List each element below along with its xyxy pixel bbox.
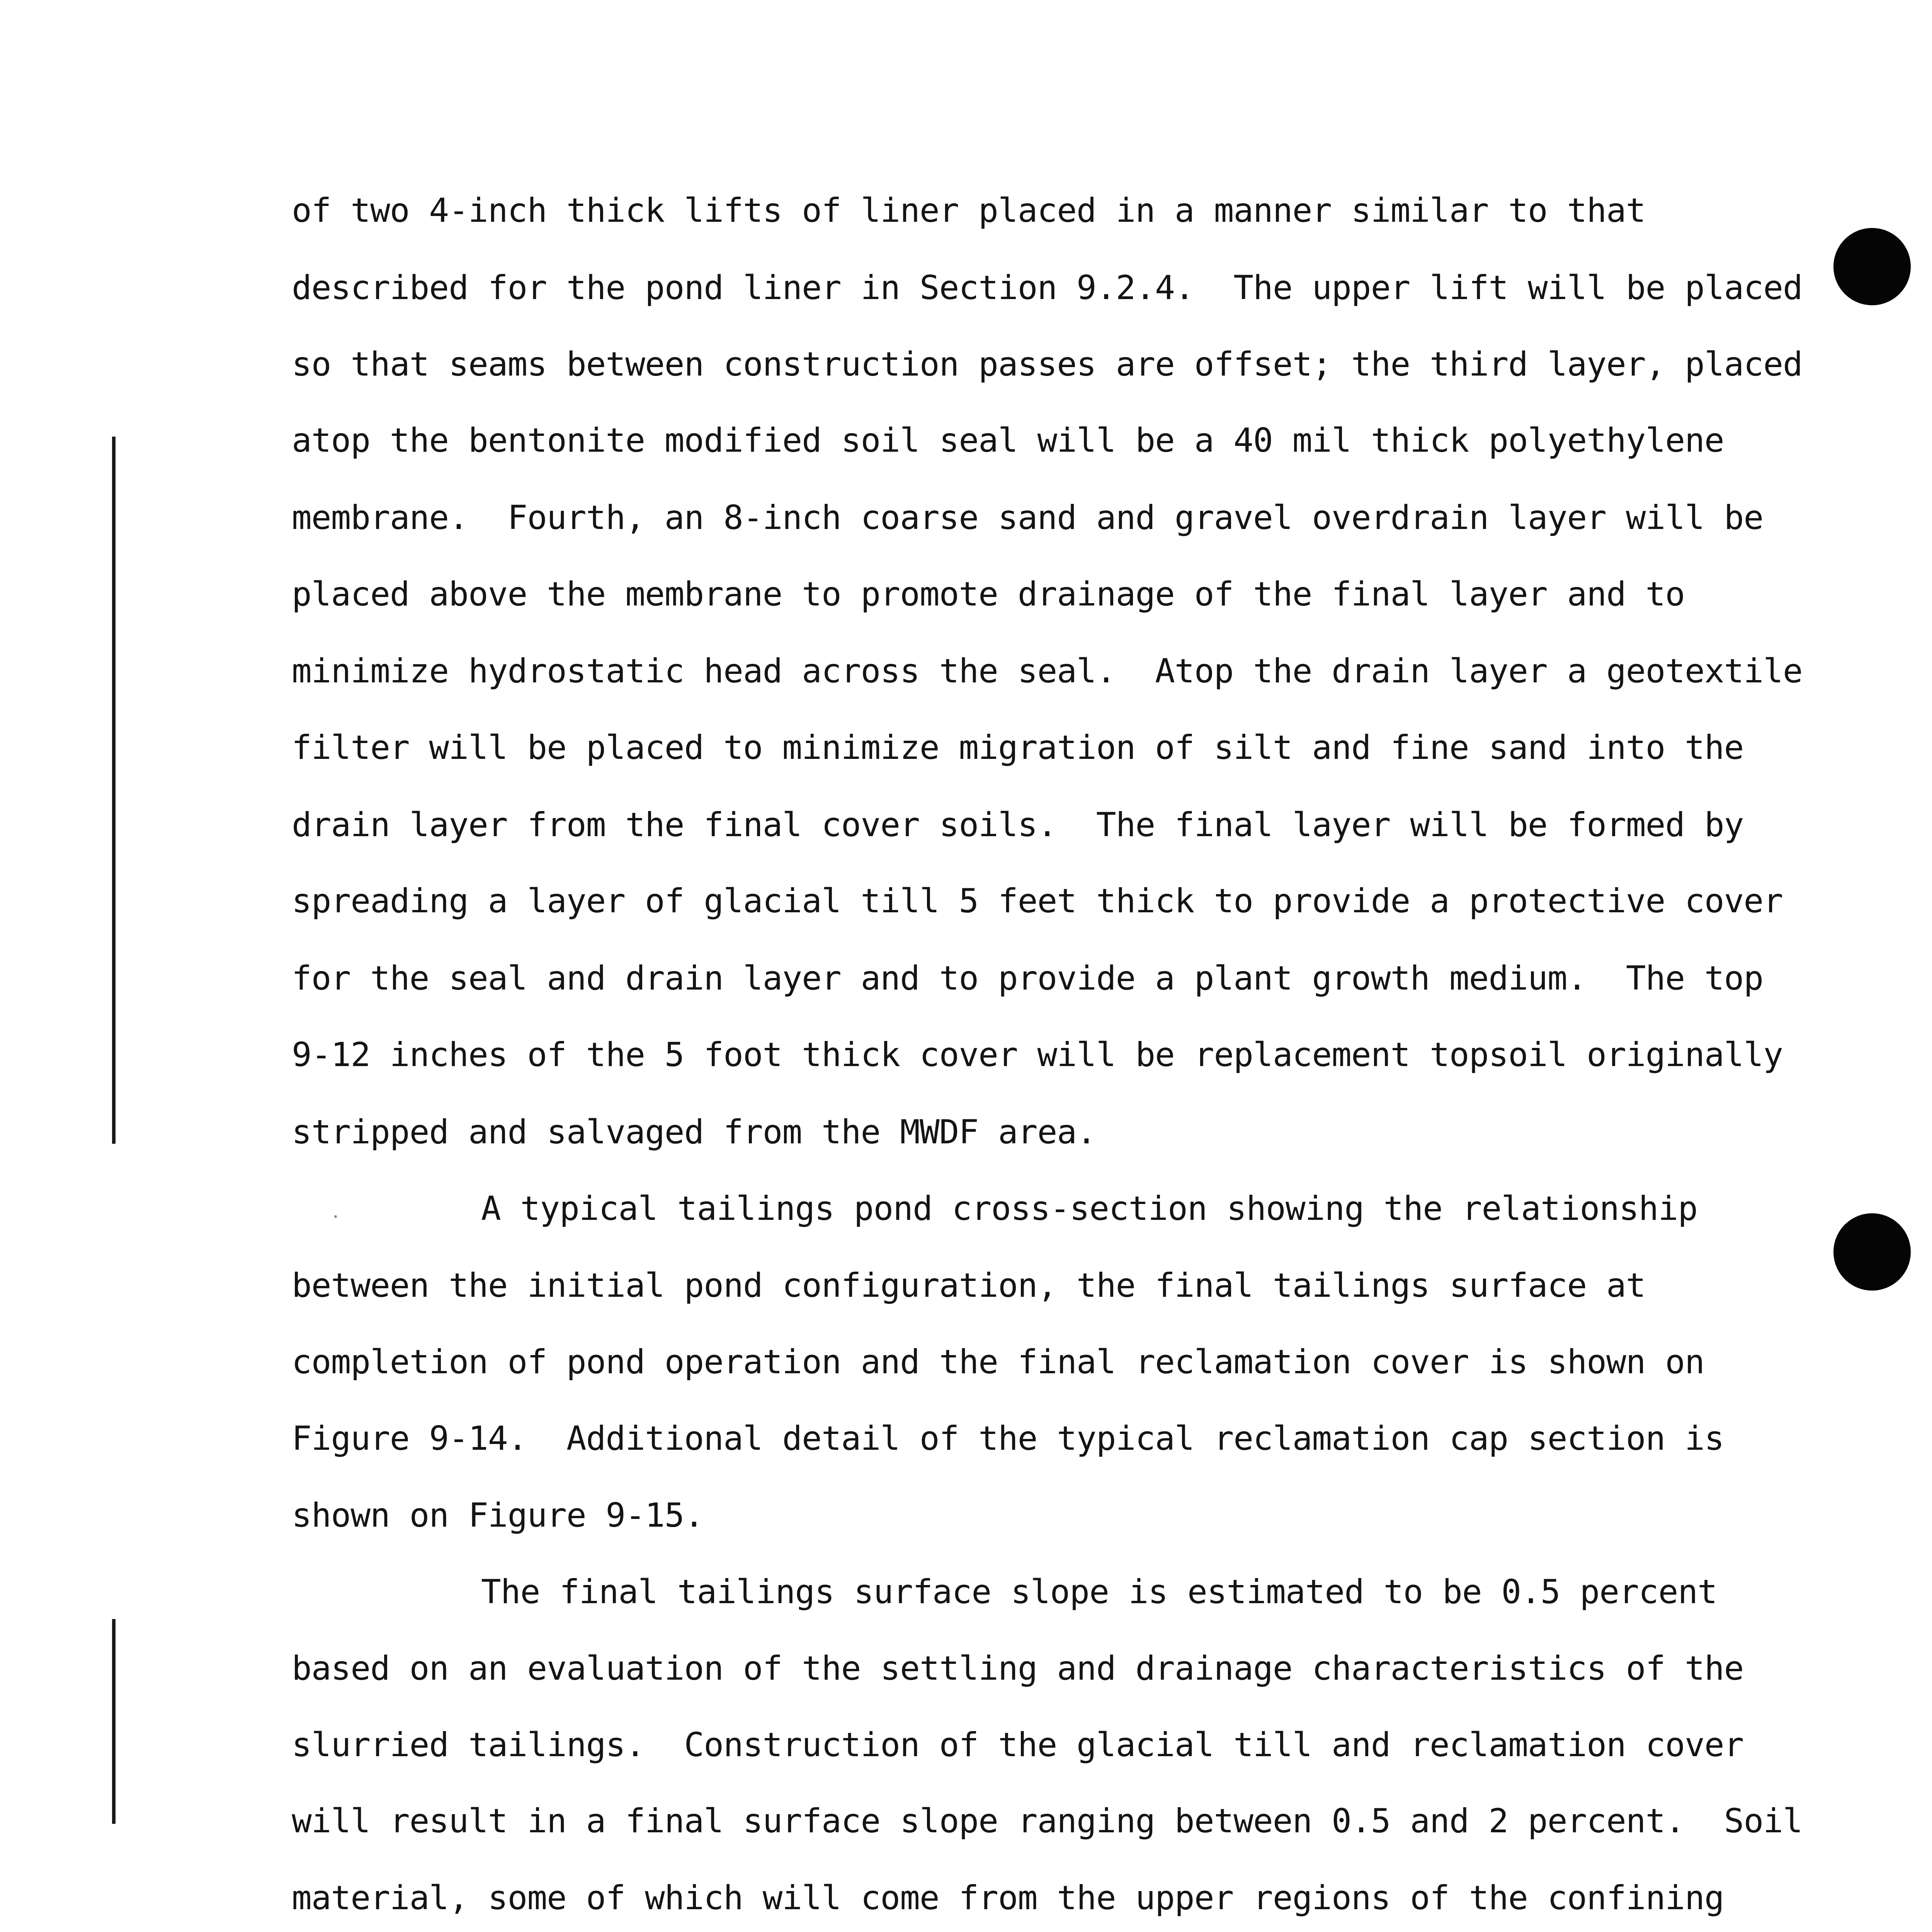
text-line: so that seams between construction passes are offset; the third layer, placed	[292, 345, 1803, 384]
text-line: between the initial pond configuration, the final tailings surface at	[292, 1266, 1646, 1305]
text-line: The final tailings surface slope is estimated to be 0.5 percent	[481, 1573, 1717, 1611]
text-line: for the seal and drain layer and to provide a plant growth medium. The top	[292, 959, 1764, 998]
text-line: A typical tailings pond cross-section showing the relationship	[481, 1189, 1698, 1228]
text-line: described for the pond liner in Section 9.2.4. The upper lift will be placed	[292, 269, 1803, 307]
text-line: of two 4-inch thick lifts of liner placed in a manner similar to that	[292, 191, 1646, 230]
text-line: material, some of which will come from the upper regions of the confining	[292, 1879, 1724, 1917]
text-line: based on an evaluation of the settling and drainage characteristics of the	[292, 1649, 1744, 1688]
text-line: minimize hydrostatic head across the seal. Atop the drain layer a geotextile	[292, 652, 1803, 690]
punch-hole	[1833, 228, 1911, 305]
text-line: filter will be placed to minimize migration of silt and fine sand into the	[292, 728, 1744, 767]
revision-change-bar	[112, 1619, 116, 1824]
text-line: drain layer from the final cover soils. The final layer will be formed by	[292, 806, 1744, 844]
text-line: 9-12 inches of the 5 foot thick cover will be replacement topsoil originally	[292, 1036, 1783, 1074]
text-line: atop the bentonite modified soil seal will be a 40 mil thick polyethylene	[292, 421, 1724, 460]
text-line: stripped and salvaged from the MWDF area.	[292, 1113, 1096, 1151]
text-line: membrane. Fourth, an 8-inch coarse sand and gravel overdrain layer will be	[292, 498, 1764, 537]
text-line: slurried tailings. Construction of the glacial till and reclamation cover	[292, 1726, 1744, 1764]
text-line: Figure 9-14. Additional detail of the typical reclamation cap section is	[292, 1419, 1724, 1458]
text-line: spreading a layer of glacial till 5 feet thick to provide a protective cover	[292, 882, 1783, 920]
text-line: will result in a final surface slope ranging between 0.5 and 2 percent. Soil	[292, 1802, 1803, 1840]
scan-speck	[334, 1215, 337, 1218]
punch-hole	[1833, 1213, 1911, 1291]
text-line: completion of pond operation and the final reclamation cover is shown on	[292, 1343, 1704, 1381]
text-line: shown on Figure 9-15.	[292, 1496, 704, 1535]
revision-change-bar	[112, 437, 116, 1144]
text-line: placed above the membrane to promote drainage of the final layer and to	[292, 575, 1685, 614]
